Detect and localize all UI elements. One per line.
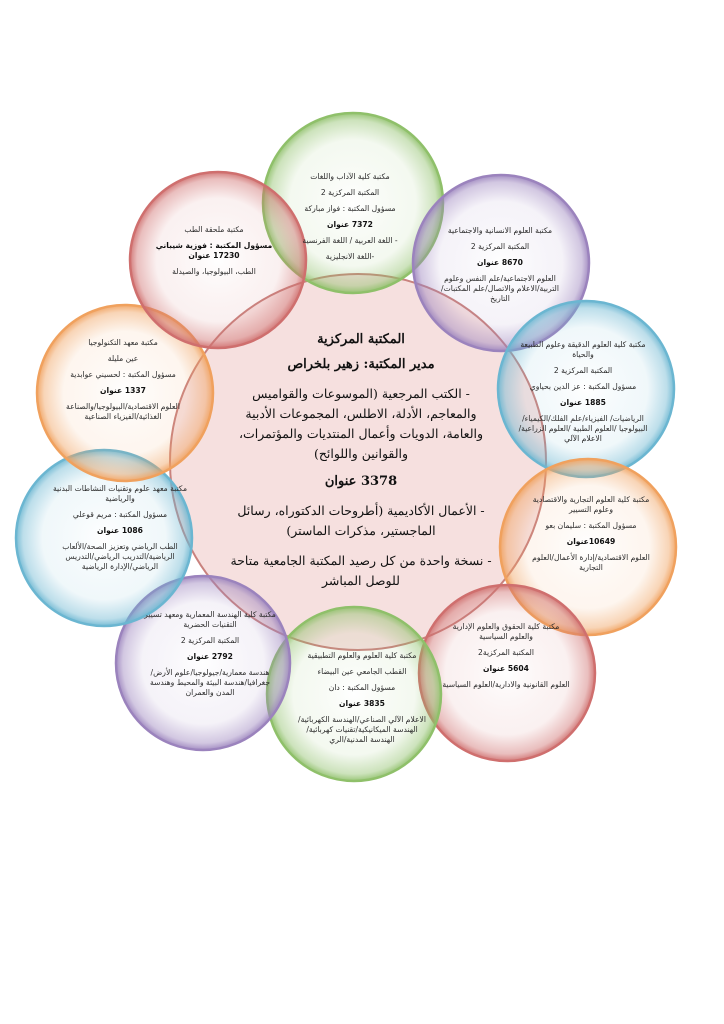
circle-text-humanities: مكتبة العلوم الانسانية والاجتماعية المكتبة المركزية 2 8670 عنوان العلوم الاجتماعية/علم النفس وعلوم التربية/الاعلام والاتصال/علم المكتبات/التاريخ [441, 226, 559, 303]
circle-text-technology: مكتبة معهد التكنولوجيا عين مليلة مسؤول المكتبة : لحسيني عوابدية 1337 عنوان العلوم الاقتصادية/البيولوجيا/والصناعة الغذائية/الفيزياء الصناعية [66, 338, 180, 421]
library-circle-sciences [267, 607, 441, 781]
central-library-title: المكتبة المركزية [317, 332, 405, 347]
circle-text-sciences: مكتبة كلية العلوم والعلوم التطبيقية القطب الجامعي عين البيضاء مسؤول المكتبة : دان 3835 عنوان الاعلام الآلي الصناعي/الهندسة الكهربائية/الهندسة الميكانيكية/تقنيات كهربائية/الهندسة المدنية/الري [298, 651, 426, 744]
library-circle-medicine [130, 172, 306, 348]
circle-text-arts: مكتبة كلية الآداب واللغات المكتبة المركزية 2 مسؤول المكتبة : فواز مباركة 7372 عنوان - اللغة العربية / اللغة الفرنسية -اللغة الانجليزية [302, 172, 398, 261]
central-library-director: مدير المكتبة: زهير بلخراص [287, 357, 435, 372]
central-library-copies: - نسخة واحدة من كل رصيد المكتبة الجامعية متاحة للوصل المباشر [230, 553, 492, 588]
circle-text-architecture: مكتبة كلية الهندسة المعمارية ومعهد تسيير التقنيات الحضرية المكتبة المركزية 2 2792 عنوان هندسة معمارية/جيولوجيا/علوم الأرض/جغرافيا/هندسة البيئة والمحيط وهندسة المدن والعمران [144, 610, 276, 697]
circle-text-exact-sciences: مكتبة كلية العلوم الدقيقة وعلوم الطبيعة والحياة المكتبة المركزية 2 مسؤول المكتبة : عز الدين بحياوي 1885 عنوان الرياضيات/ الفيزياء/علم الفلك/الكيمياء/البيولوجيا /العلوم الطبية /العلوم الزراعية/الاعلام الآلي [518, 340, 648, 443]
central-library-count: 3378 عنوان [324, 474, 398, 489]
circle-text-law: مكتبة كلية الحقوق والعلوم الإدارية والعلوم السياسية المكتبة المركزية2 5604 عنوان العلوم القانونية والادارية/العلوم السياسية [442, 622, 570, 689]
circle-text-medicine: مكتبة ملحقة الطب مسؤول المكتبة : فوزية شيباني 17230 عنوان الطب، البيولوجيا، والصيدلة [155, 225, 273, 276]
central-library-references: - الكتب المرجعية (الموسوعات والقواميس والمعاجم، الأدلة، الاطلس، المجموعات الأدبية والعامة، الدويات وأعمال المنتديات والمؤتمرات، والقوانين واللوائح) [238, 386, 484, 461]
central-library-theses: - الأعمال الأكاديمية (أطروحات الدكتوراه، رسائل الماجستير، مذكرات الماستر) [237, 503, 485, 538]
circle-text-sports: مكتبة معهد علوم وتقنيات النشاطات البدنية والرياضية مسؤول المكتبة : مريم قوعلي 1086 عنوان الطب الرياضي وتعزيز الصحة/الألعاب الرياضية/التدريب الرياضي/التدريس الرياضي/الإدارة الرياضية [52, 484, 188, 571]
library-circle-exact-sciences [498, 301, 674, 477]
library-circle-law [419, 585, 595, 761]
circle-text-commerce: مكتبة كلية العلوم التجارية والاقتصادية وعلوم التسيير مسؤول المكتبة : سليمان بعو 10649عنوان العلوم الاقتصادية/إدارة الأعمال/العلوم التجارية [532, 495, 650, 572]
